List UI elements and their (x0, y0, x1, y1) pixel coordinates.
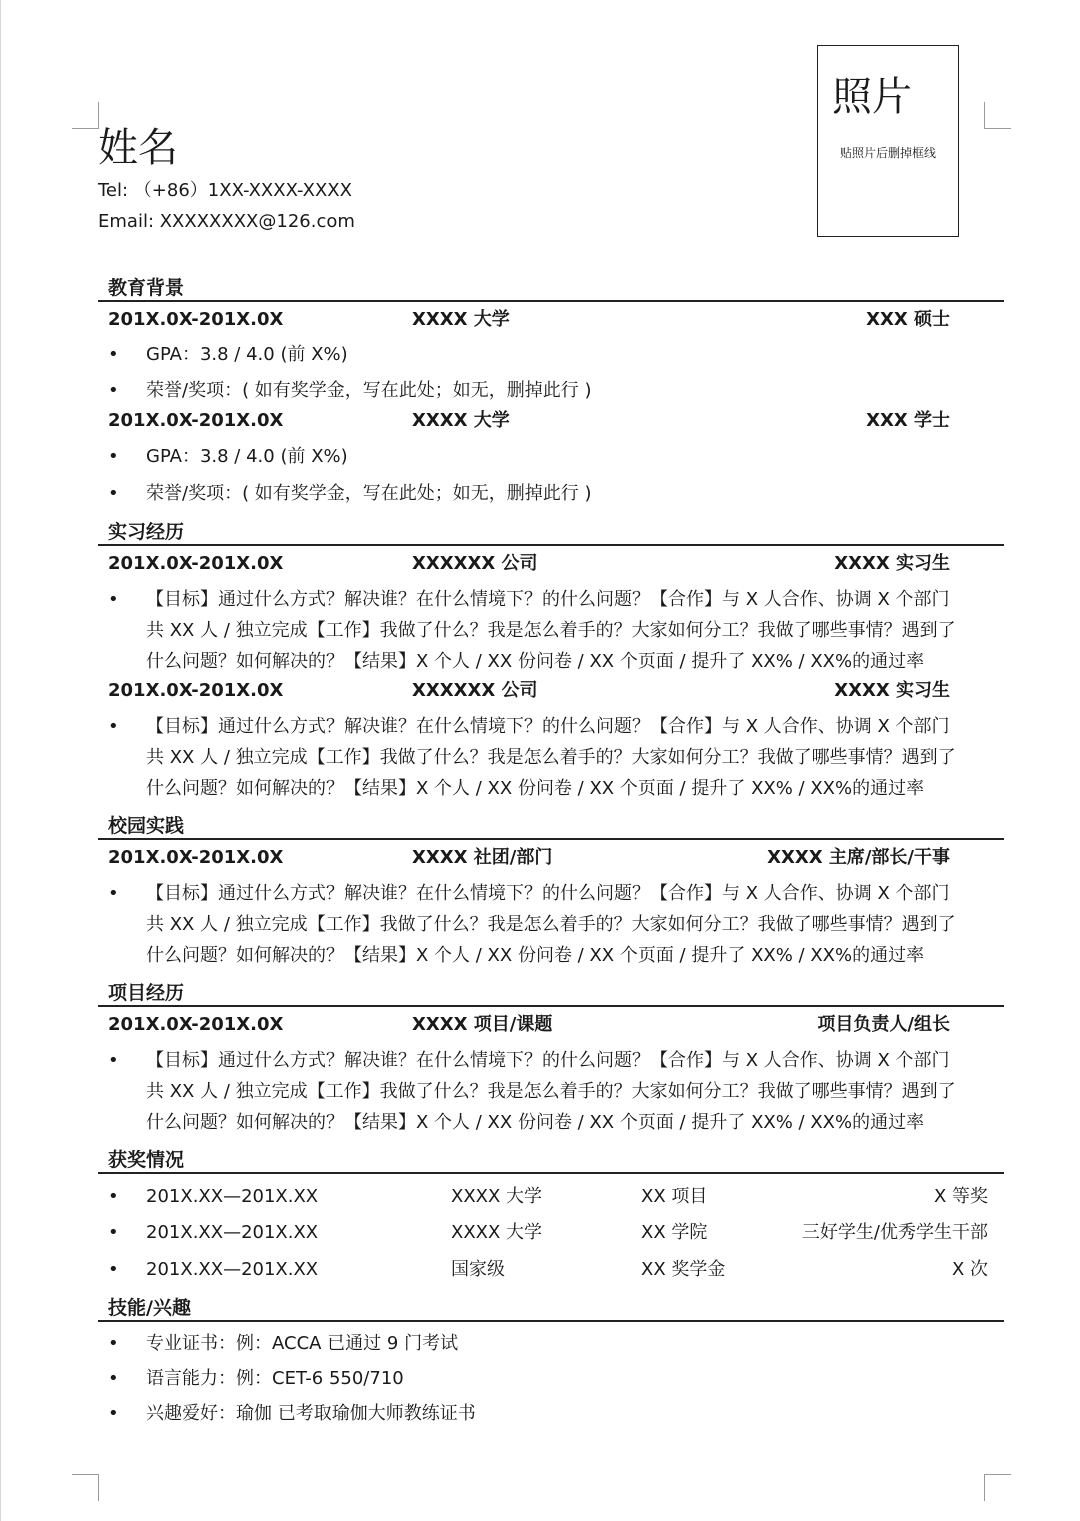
bullet-icon: • (108, 1333, 119, 1354)
resume-name[interactable]: 姓名 (98, 125, 178, 171)
bullet-icon: • (108, 1222, 119, 1243)
education-entry-1[interactable] (108, 307, 968, 333)
gpa-text: GPA：3.8 / 4.0 (前 X%) (146, 446, 348, 467)
skill-text: 语言能力：例：CET-6 550/710 (146, 1368, 404, 1389)
entry-date: 201X.0X-201X.0X (108, 847, 284, 868)
award-date: 201X.XX—201X.XX (146, 1259, 319, 1280)
section-divider (98, 1005, 1004, 1007)
bullet-icon: • (108, 483, 119, 504)
bullet-icon: • (108, 1186, 119, 1207)
entry-degree: XXX 学士 (866, 410, 950, 431)
bullet-icon: • (108, 589, 119, 610)
entry-school: XXXX 大学 (412, 309, 510, 330)
honor-text: 荣誉/奖项：( 如有奖学金，写在此处；如无，删掉此行 ) (146, 380, 592, 401)
skill-text: 兴趣爱好：瑜伽 已考取瑜伽大师教练证书 (146, 1403, 476, 1424)
award-program: XX 项目 (641, 1186, 708, 1207)
description-line: 共 XX 人 / 独立完成【工作】我做了什么？我是怎么着手的？大家如何分工？我做了哪些事情？遇到了 (146, 620, 956, 641)
section-title-skills[interactable]: 技能/兴趣 (108, 1297, 191, 1319)
description-line: 【目标】通过什么方式？解决谁？在什么情境下？的什么问题？【合作】与 X 人合作、协调 X 个部门 (146, 1050, 950, 1071)
entry-role: XXXX 实习生 (834, 553, 950, 574)
section-divider (98, 300, 1004, 302)
award-org: XXXX 大学 (451, 1186, 543, 1207)
entry-club: XXXX 社团/部门 (412, 847, 553, 868)
section-title-internship[interactable]: 实习经历 (108, 521, 185, 543)
bullet-icon: • (108, 1403, 119, 1424)
entry-project: XXXX 项目/课题 (412, 1014, 553, 1035)
bullet-icon: • (108, 344, 119, 365)
entry-date: 201X.0X-201X.0X (108, 309, 284, 330)
bullet-icon: • (108, 446, 119, 467)
entry-degree: XXX 硕士 (866, 309, 950, 330)
campus-entry-1[interactable] (108, 845, 968, 871)
entry-date: 201X.0X-201X.0X (108, 410, 284, 431)
entry-role: 项目负责人/组长 (817, 1014, 950, 1035)
internship-entry-2[interactable] (108, 678, 968, 704)
award-row[interactable] (108, 1257, 996, 1283)
description-line: 什么问题？如何解决的？【结果】X 个人 / XX 份问卷 / XX 个页面 / 提升了 XX% / XX%的通过率 (146, 945, 925, 966)
entry-date: 201X.0X-201X.0X (108, 1014, 284, 1035)
photo-placeholder[interactable] (817, 45, 959, 237)
entry-school: XXXX 大学 (412, 410, 510, 431)
bullet-icon: • (108, 1050, 119, 1071)
email-line[interactable]: Email: XXXXXXXX@126.com (98, 211, 355, 232)
corner-mark-top-left (72, 102, 99, 129)
award-program: XX 奖学金 (641, 1259, 726, 1280)
skill-text: 专业证书：例：ACCA 已通过 9 门考试 (146, 1333, 459, 1354)
section-title-project[interactable]: 项目经历 (108, 982, 185, 1004)
bullet-icon: • (108, 883, 119, 904)
description-line: 【目标】通过什么方式？解决谁？在什么情境下？的什么问题？【合作】与 X 人合作、协调 X 个部门 (146, 589, 950, 610)
gpa-text: GPA：3.8 / 4.0 (前 X%) (146, 344, 348, 365)
corner-mark-top-right (984, 102, 1011, 129)
section-title-campus[interactable]: 校园实践 (108, 815, 185, 837)
honor-text: 荣誉/奖项：( 如有奖学金，写在此处；如无，删掉此行 ) (146, 483, 592, 504)
description-line: 什么问题？如何解决的？【结果】X 个人 / XX 份问卷 / XX 个页面 / 提升了 XX% / XX%的通过率 (146, 1112, 925, 1133)
section-divider (98, 1172, 1004, 1174)
description-line: 共 XX 人 / 独立完成【工作】我做了什么？我是怎么着手的？大家如何分工？我做了哪些事情？遇到了 (146, 1081, 956, 1102)
section-divider (98, 838, 1004, 840)
award-result: 三好学生/优秀学生干部 (801, 1222, 988, 1243)
section-title-awards[interactable]: 获奖情况 (108, 1149, 185, 1171)
corner-mark-bottom-right (984, 1474, 1011, 1501)
photo-note: 贴照片后删掉框线 (839, 146, 936, 160)
award-date: 201X.XX—201X.XX (146, 1222, 319, 1243)
description-line: 共 XX 人 / 独立完成【工作】我做了什么？我是怎么着手的？大家如何分工？我做了哪些事情？遇到了 (146, 747, 956, 768)
award-row[interactable] (108, 1184, 996, 1210)
description-line: 【目标】通过什么方式？解决谁？在什么情境下？的什么问题？【合作】与 X 人合作、协调 X 个部门 (146, 883, 950, 904)
bullet-icon: • (108, 380, 119, 401)
award-date: 201X.XX—201X.XX (146, 1186, 319, 1207)
tel-line[interactable]: Tel: （+86）1XX-XXXX-XXXX (98, 180, 352, 201)
award-org: XXXX 大学 (451, 1222, 543, 1243)
entry-role: XXXX 主席/部长/干事 (767, 847, 950, 868)
entry-date: 201X.0X-201X.0X (108, 680, 284, 701)
bullet-icon: • (108, 716, 119, 737)
award-result: X 等奖 (933, 1186, 988, 1207)
entry-date: 201X.0X-201X.0X (108, 553, 284, 574)
bullet-icon: • (108, 1368, 119, 1389)
entry-role: XXXX 实习生 (834, 680, 950, 701)
description-line: 什么问题？如何解决的？【结果】X 个人 / XX 份问卷 / XX 个页面 / 提升了 XX% / XX%的通过率 (146, 651, 925, 672)
section-divider (98, 1320, 1004, 1322)
award-org: 国家级 (451, 1259, 505, 1280)
award-result: X 次 (951, 1259, 988, 1280)
description-line: 什么问题？如何解决的？【结果】X 个人 / XX 份问卷 / XX 个页面 / 提升了 XX% / XX%的通过率 (146, 778, 925, 799)
page-edge (0, 0, 1, 1521)
award-row[interactable] (108, 1220, 996, 1246)
photo-title: 照片 (832, 74, 912, 120)
project-entry-1[interactable] (108, 1012, 968, 1038)
section-divider (98, 544, 1004, 546)
entry-company: XXXXXX 公司 (412, 553, 538, 574)
bullet-icon: • (108, 1259, 119, 1280)
award-program: XX 学院 (641, 1222, 708, 1243)
corner-mark-bottom-left (72, 1474, 99, 1501)
education-entry-2[interactable] (108, 408, 968, 434)
entry-company: XXXXXX 公司 (412, 680, 538, 701)
section-title-education[interactable]: 教育背景 (108, 277, 185, 299)
description-line: 共 XX 人 / 独立完成【工作】我做了什么？我是怎么着手的？大家如何分工？我做了哪些事情？遇到了 (146, 914, 956, 935)
internship-entry-1[interactable] (108, 551, 968, 577)
description-line: 【目标】通过什么方式？解决谁？在什么情境下？的什么问题？【合作】与 X 人合作、协调 X 个部门 (146, 716, 950, 737)
